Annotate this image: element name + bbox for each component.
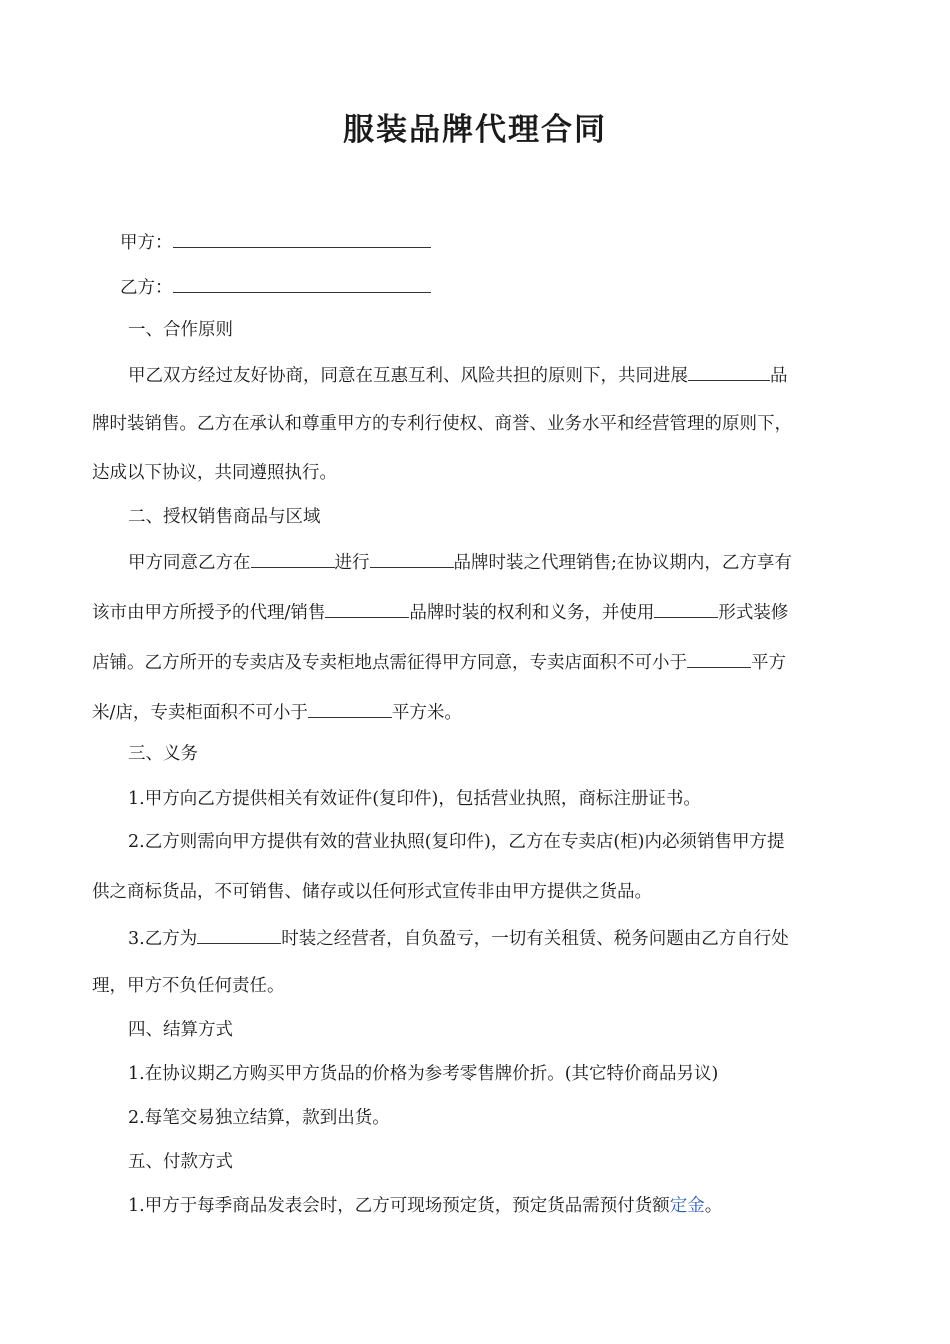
party-b-label: 乙方： xyxy=(120,278,173,298)
party-a-blank[interactable] xyxy=(173,229,431,248)
text-segment: 品 xyxy=(770,366,788,386)
section-4-item-1: 1.在协议期乙方购买甲方货品的价格为参考零售牌价折。(其它特价商品另议) xyxy=(128,1064,719,1084)
section-2-paragraph-line xyxy=(128,549,896,575)
party-a-label: 甲方： xyxy=(120,233,173,253)
decoration-form-blank[interactable] xyxy=(654,599,718,618)
deposit-link[interactable]: 定金 xyxy=(669,1196,705,1216)
text-segment: 店铺。乙方所开的专卖店及专卖柜地点需征得甲方同意，专卖店面积不可小于 xyxy=(92,653,687,673)
brand-blank[interactable] xyxy=(197,925,281,944)
brand-blank[interactable] xyxy=(688,362,770,381)
section-3-item-3-line: 理，甲方不负任何责任。 xyxy=(92,976,285,996)
section-3-item-2-line: 供之商标货品，不可销售、储存或以任何形式宣传非由甲方提供之货品。 xyxy=(92,882,652,902)
section-2-heading: 二、授权销售商品与区域 xyxy=(128,507,321,527)
section-3-item-3-line xyxy=(128,925,896,951)
section-3-item-2-line: 2.乙方则需向甲方提供有效的营业执照(复印件)，乙方在专卖店(柜)内必须销售甲方提 xyxy=(128,832,785,852)
section-5-item-1 xyxy=(128,1194,896,1218)
section-3-heading: 三、义务 xyxy=(128,744,198,764)
section-4-heading: 四、结算方式 xyxy=(128,1020,233,1040)
text-segment: 形式装修 xyxy=(718,603,789,623)
text-segment: 品牌时装之代理销售;在协议期内，乙方享有 xyxy=(453,553,792,573)
text-segment: 。 xyxy=(704,1196,723,1216)
brand-blank[interactable] xyxy=(370,549,454,568)
section-2-paragraph-line xyxy=(92,649,860,675)
party-a-line xyxy=(120,229,888,255)
text-segment: 时装之经营者，自负盈亏，一切有关租赁、税务问题由乙方自行处 xyxy=(281,929,789,949)
party-b-line xyxy=(120,274,888,300)
text-segment: 进行 xyxy=(334,553,370,573)
text-segment: 3.乙方为 xyxy=(128,929,198,949)
text-segment: 平方米。 xyxy=(391,703,462,723)
store-area-blank[interactable] xyxy=(687,649,751,668)
document-title: 服装品牌代理合同 xyxy=(343,112,607,148)
text-segment: 甲乙双方经过友好协商，同意在互惠互利、风险共担的原则下，共同进展 xyxy=(128,366,688,386)
text-segment: 品牌时装的权利和义务，并使用 xyxy=(409,603,655,623)
text-segment: 甲方同意乙方在 xyxy=(128,553,251,573)
party-b-blank[interactable] xyxy=(173,274,431,293)
counter-area-blank[interactable] xyxy=(308,699,392,718)
section-3-item-1: 1.甲方向乙方提供相关有效证件(复印件)，包括营业执照，商标注册证书。 xyxy=(128,789,701,809)
region-blank[interactable] xyxy=(251,549,335,568)
section-4-item-2: 2.每笔交易独立结算，款到出货。 xyxy=(128,1108,390,1128)
text-segment: 平方 xyxy=(751,653,786,673)
text-segment: 米/店，专卖柜面积不可小于 xyxy=(92,703,308,723)
text-segment: 该市由甲方所授予的代理/销售 xyxy=(92,603,326,623)
section-2-paragraph-line xyxy=(92,599,860,625)
section-1-heading: 一、合作原则 xyxy=(128,320,233,340)
brand-blank[interactable] xyxy=(325,599,409,618)
section-5-heading: 五、付款方式 xyxy=(128,1152,233,1172)
section-2-paragraph-line xyxy=(92,699,860,725)
section-1-paragraph-line xyxy=(128,362,896,388)
section-1-paragraph-line: 达成以下协议，共同遵照执行。 xyxy=(92,463,337,483)
text-segment: 1.甲方于每季商品发表会时，乙方可现场预定货，预定货品需预付货额 xyxy=(128,1196,670,1216)
section-1-paragraph-line: 牌时装销售。乙方在承认和尊重甲方的专利行使权、商誉、业务水平和经营管理的原则下， xyxy=(92,414,792,434)
